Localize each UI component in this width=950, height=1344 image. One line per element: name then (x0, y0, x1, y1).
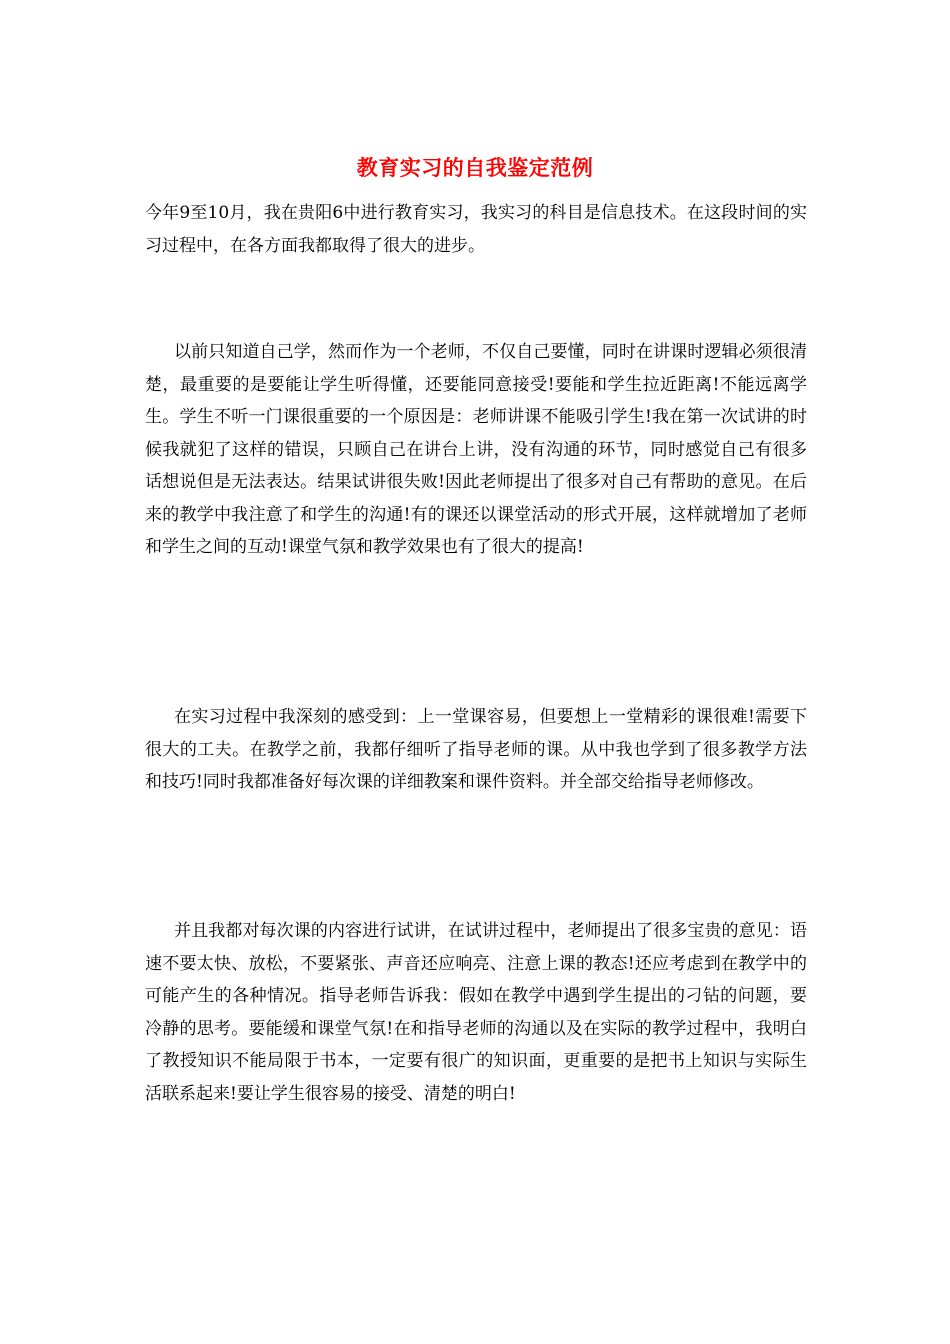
paragraph-intro: 今年9至10月，我在贵阳6中进行教育实习，我实习的科目是信息技术。在这段时间的实习过程中，在各方面我都取得了很大的进步。 (145, 203, 807, 256)
paragraph-preparation: 在实习过程中我深刻的感受到：上一堂课容易，但要想上一堂精彩的课很难!需要下很大的工夫。在教学之前，我都仔细听了指导老师的课。从中我也学到了很多教学方法和技巧!同时我都准备好每次课的详细教案和课件资料。并全部交给指导老师修改。 (145, 707, 807, 792)
paragraph-communication: 以前只知道自己学，然而作为一个老师，不仅自己要懂，同时在讲课时逻辑必须很清楚，最重要的是要能让学生听得懂，还要能同意接受!要能和学生拉近距离!不能远离学生。学生不听一门课很重要的一个原因是：老师讲课不能吸引学生!我在第一次试讲的时候我就犯了这样的错误，只顾自己在讲台上讲，没有沟通的环节，同时感觉自己有很多话想说但是无法表达。结果试讲很失败!因此老师提出了很多对自己有帮助的意见。在后来的教学中我注意了和学生的沟通!有的课还以课堂活动的形式开展，这样就增加了老师和学生之间的互动!课堂气氛和教学效果也有了很大的提高! (145, 342, 807, 557)
document-title: 教育实习的自我鉴定范例 (356, 155, 594, 180)
paragraph-trial-lectures: 并且我都对每次课的内容进行试讲，在试讲过程中，老师提出了很多宝贵的意见：语速不要太快、放松，不要紧张、声音还应响亮、注意上课的教态!还应考虑到在教学中的可能产生的各种情况。指导老师告诉我：假如在教学中遇到学生提出的刁钻的问题，要冷静的思考。要能缓和课堂气氛!在和指导老师的沟通以及在实际的教学过程中，我明白了教授知识不能局限于书本，一定要有很广的知识面，更重要的是把书上知识与实际生活联系起来!要让学生很容易的接受、清楚的明白! (145, 921, 807, 1104)
